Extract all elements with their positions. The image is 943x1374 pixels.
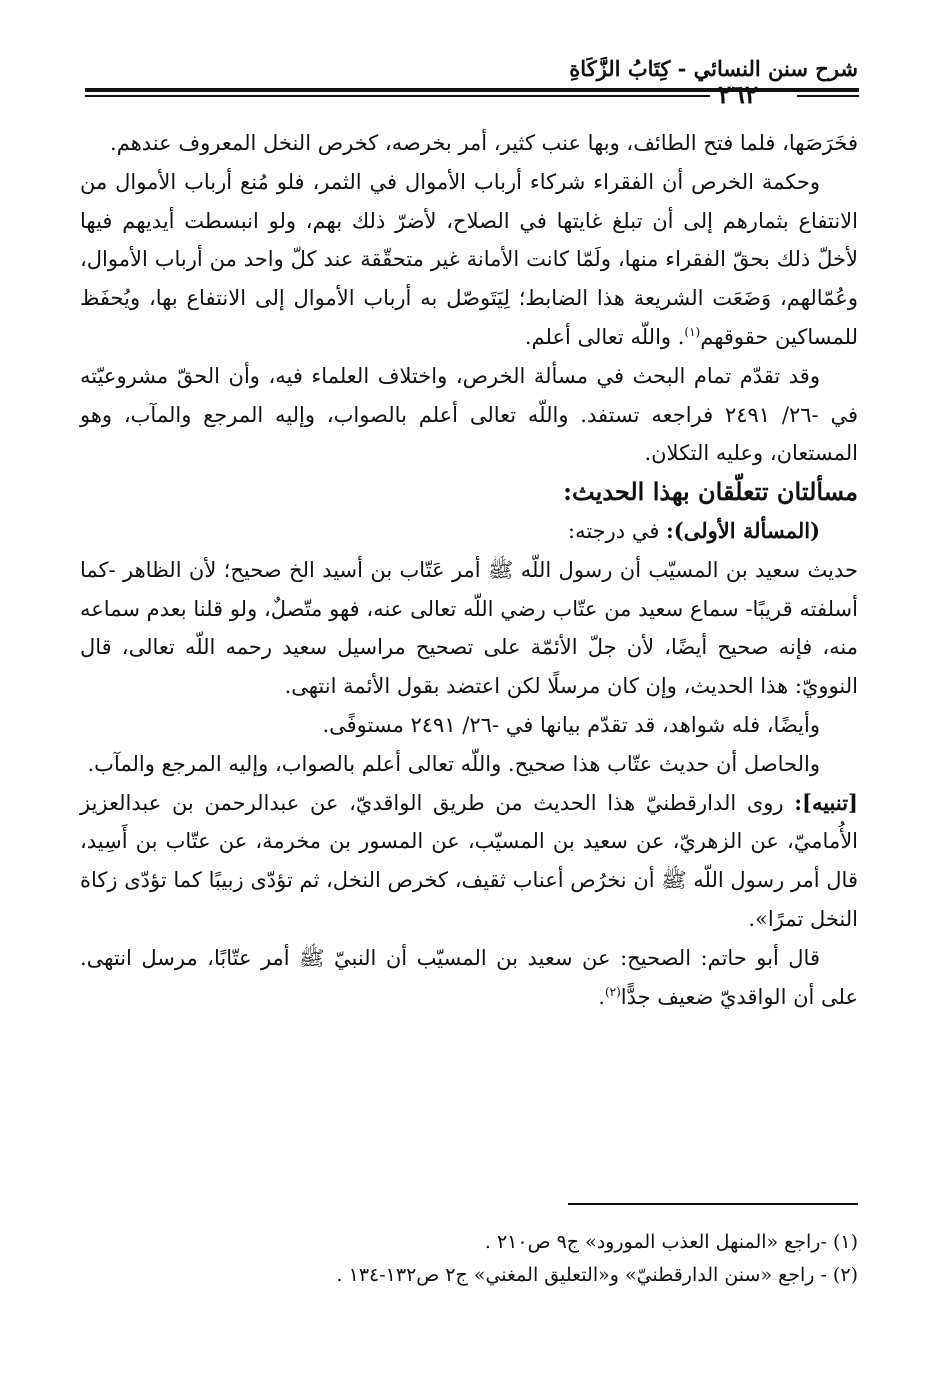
paragraph [80,163,858,357]
paragraph: وأيضًا، فله شواهد، قد تقدّم بيانها في -٢٦/ ٢٤٩١ مستوفًى. [322,712,820,737]
footnotes [80,1226,858,1292]
page-number-rule-thick [797,88,859,92]
page-number: ٢٦٢ [718,80,759,109]
header-rule-thick [85,88,810,92]
header-rule-thin [85,95,710,97]
paragraph-text: روى الدارقطنيّ هذا الحديث من طريق الواقديّ، عن عبدالرحمن بن عبدالعزيز الأُماميّ، عن الزهريّ، عن سعيد بن المسيّب، عن المسور بن مخرمة، عن عتّاب بن أَسِيد، قال أمر رسول اللّه ﷺ أن نخرُص أعناب ثقيف، كخرص النخل، ثم تؤدّى زبيبًا كما تؤدّى زكاة النخل تمرًا». [80,790,858,931]
section-heading: مسألتان تتعلّقان بهذا الحديث: [563,477,858,507]
footnote: (٢) - راجع «سنن الدارقطنيّ» و«التعليق المغني» ج٢ ص١٣٢-١٣٤ . [336,1264,858,1286]
footnote-ref: (١) [684,324,701,339]
running-title: شرح سنن النسائي - كِتَابُ الزَّكَاةِ [569,56,858,81]
page-number-rule-thin [797,95,859,97]
footnote-separator [568,1203,858,1205]
note-label: [تنبيه]: [794,789,858,815]
paragraph-text: قال أبو حاتم: الصحيح: عن سعيد بن المسيّب أن النبيّ ﷺ أمر عتّابًا، مرسل انتهى. على أن الواقديّ ضعيف جدًّا [80,945,858,1009]
paragraph-text: . [598,984,605,1009]
subsection-text: في درجته: [568,518,667,543]
paragraph: فخَرَصَها، فلما فتح الطائف، وبها عنب كثير، أمر بخرصه، كخرص النخل المعروف عندهم. [110,131,858,155]
paragraph [80,784,858,939]
paragraph: وقد تقدّم تمام البحث في مسألة الخرص، واختلاف العلماء فيه، وأن الحقّ مشروعيّته في -٢٦/ ٢٤٩١ فراجعه تستفد. واللّه تعالى أعلم بالصواب، وإليه المرجع والمآب، وهو المستعان، وعليه التكلان. [80,363,858,466]
paragraph: حديث سعيد بن المسيّب أن رسول اللّه ﷺ أمر عَتّاب بن أسيد الخ صحيح؛ لأن الظاهر -كما أسلفته قريبًا- سماع سعيد من عتّاب رضي اللّه تعالى عنه، فهو متّصلٌ، ولو قلنا بعدم سماعه منه، فإنه صحيح أيضًا، لأن جلّ الأئمّة على تصحيح مراسيل سعيد رحمه اللّه تعالى، قال النوويّ: هذا الحديث، وإن كان مرسلًا لكن اعتضد بقول الأئمة انتهى. [80,557,858,699]
paragraph-text: . واللّه تعالى أعلم. [524,324,685,349]
footnote: (١) -راجع «المنهل العذب المورود» ج٩ ص٢١٠ . [484,1231,858,1253]
body-text [80,124,858,1016]
paragraph: والحاصل أن حديث عتّاب هذا صحيح. واللّه تعالى أعلم بالصواب، وإليه المرجع والمآب. [87,751,820,776]
footnote-ref: (٢) [604,984,621,999]
paragraph [80,939,858,1017]
subsection-heading [80,512,858,551]
paragraph-text: وحكمة الخرص أن الفقراء شركاء أرباب الأموال في الثمر، فلو مُنع أرباب الأموال من الانتفاع بثمارهم إلى أن تبلغ غايتها في الصلاح، لأضرّ ذلك بهم، ولو انبسطت أيديهم فيها لأخلّ ذلك بحقّ الفقراء منها، ولَمّا كانت الأمانة غير متحقّقة عند كلّ واحد من أرباب الأموال، وعُمّالهم، وَضَعَت الشريعة هذا الضابط؛ لِيَتَوصّل به أرباب الأموال إلى الانتفاع بها، ويُحفَظ للمساكين حقوقهم [80,169,858,349]
subsection-label: (المسألة الأولى): [666,517,820,543]
